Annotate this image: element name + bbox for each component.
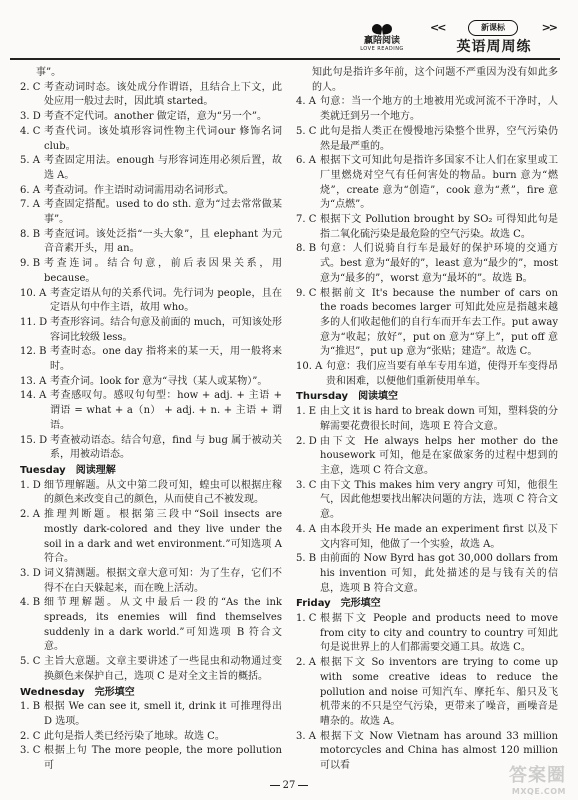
answer-item [20,316,282,345]
answer-text: 知此句是指许多年前，这个问题不严重因为没有如此多的人。 [312,67,558,93]
answer-text: 根据下文可知此句是指许多国家不让人们在家里或工厂里燃烧对空气有任何害处的物品。burn 意为“燃烧”，create 意为“创造”，cook 意为“煮”，fire 意为“点燃”。 [320,155,558,211]
answer-text: 考查冠词。该处泛指“一头大象”，且 elephant 为元音音素开头，用 an。 [44,228,282,255]
footer-dash [298,785,308,786]
answer-item [20,700,282,729]
answer-item [20,567,282,596]
answer-item [296,242,558,286]
section-day: Tuesday [20,464,66,476]
answer-text: 由下文 This makes him very angry 可知，他很生气，因此他想要找出解决问题的方法，选项 C 符合文意。 [320,479,558,521]
answer-text: 考查动词。作主语时动词需用动名词形式。 [44,184,234,196]
answer-text: 事”。 [36,67,62,78]
answer-text: 考查不定代词。another 做定语，意为“另一个”。 [44,111,267,123]
answer-item [20,596,282,655]
answer-number: 4. C [20,125,41,137]
answer-text: 考查感叹句。感叹句句型：how + adj. + 主语 + 谓语 = what + a（n） + adj. + n. + 主语 + 谓语。 [50,390,282,431]
section-type: 完形填空 [94,686,135,698]
answer-item [296,125,558,154]
answer-number: 9. C [296,287,317,299]
section-heading [296,597,558,612]
answer-text: 根据前文 It's because the number of cars on the roads becomes larger 可知此处应是指越来越多的人们收起他们的自行车而开车去工作。put away 意为“收起；放好”，put on 意为“穿上”，put off 意为“推迟”，put up 意为“张贴；建造”。故选 C。 [320,287,558,358]
answer-text: 词义猜测题。根据文章大意可知：为了生存，它们不得不在白天躲起来，而在晚上活动。 [44,567,282,594]
book-icon [372,22,392,36]
answer-item [20,184,282,199]
answer-item [296,154,558,213]
answer-item [20,257,282,286]
answer-text: 此句是指人类已经污染了地球。故选 C。 [44,730,225,742]
answer-number: 11. D [20,316,48,328]
answer-text: 细节理解题。从文中最后一段的“As the ink spreads, its enemies will find themselves suddenly in a dark world.”可知选项 B 符合文意。 [44,597,282,653]
answer-text: 考查定语从句的关系代词。先行词为 people，且在定语从句中作主语，故用 who。 [50,287,282,314]
answer-text: 考查介词。look for 意为“寻找（某人或某物）”。 [50,375,268,387]
answer-item [296,552,558,596]
page-number: 27 [282,780,296,791]
answer-item [296,523,558,552]
answer-number: 2. C [20,730,41,742]
answer-number: 3. C [296,479,317,491]
answer-item [20,81,282,110]
answer-number: 3. C [20,745,41,757]
answer-text: 句意：人们说骑自行车是最好的保护环境的交通方式。best 意为“最好的”，least 意为“最少的”，most 意为“最多的”，worst 意为“最坏的”。故选 B。 [320,243,558,284]
answer-text: 句意：我们应当要有单车专用车道，使得开车变得昂贵和困难，以便他们重新使用单车。 [326,361,558,387]
answer-number: 1. D [20,479,41,491]
answer-number: 1. E [296,406,317,418]
answer-text: 由前面的 Now Byrd has got 30,000 dollars from his invention 可知，此处描述的是与钱有关的信息，选项 B 符合文意。 [320,553,558,594]
answer-number: 12. B [20,346,47,358]
answer-item [296,405,558,434]
answer-item [20,110,282,125]
answer-number: 3. D [20,111,41,123]
answer-item [20,125,282,154]
answer-item [296,479,558,523]
answer-item [296,66,558,95]
answer-text: 主旨大意题。文章主要讲述了一些昆虫和动物通过变换颜色来保护自己，选项 C 是对全文主旨的概括。 [44,656,282,682]
answer-text: 考查时态。one day 指将来的某一天，用一般将来时。 [50,346,282,373]
answer-text: 由上文 it is hard to break down 可知，塑料袋的分解需要花费很长时间，选项 E 符合文意。 [320,406,558,432]
answer-number: 1. C [296,613,317,625]
series-title: 英语周周练 [456,39,532,55]
answer-number: 4. A [296,523,316,535]
answer-number: 2. A [20,509,40,521]
answer-number: 3. D [20,567,41,579]
answer-item [20,434,282,463]
answer-number: 9. B [20,258,41,270]
answer-text: 根据下文 So inventors are trying to come up with some creative ideas to reduce the pollution and noise 可知汽车、摩托车、船只及飞机带来的不只是空气污染，更带来了噪音，画噪音是嘈杂的。故选 A。 [320,657,558,727]
answer-number: 13. A [20,375,47,387]
answer-number: 1. B [20,701,41,713]
answer-number: 6. A [296,155,316,167]
answer-item [296,656,558,730]
header-divider [10,58,560,60]
answer-item [296,287,558,361]
answer-number: 15. D [20,434,48,446]
answer-number: 2. D [296,435,317,447]
section-type: 阅读理解 [75,464,116,476]
answer-text: 根据下文 People and products need to move from city to city and country to country 可知此句是说世界上的人们都需要交通工具。故选 C。 [320,613,558,654]
section-heading [296,390,558,405]
answer-number: 4. A [296,96,316,108]
answer-text: 细节理解题。从文中第二段可知，蝗虫可以根据庄稼的颜色来改变自己的颜色，从而使自己不被发现。 [44,479,282,506]
answer-number: 8. B [20,228,41,240]
answer-number: 5. B [296,553,317,565]
series-badge-row [430,20,556,36]
answer-text: 由本段开头 He made an experiment first 以及下文内容可知，他做了一个实验，故选 A。 [320,523,558,550]
section-type: 阅读填空 [358,391,399,403]
answer-number: 2. A [296,657,316,669]
answer-text: 由下文 He always helps her mother do the housework 可知，他是在家做家务的过程中想到的主意，选项 C 符合文意。 [320,435,558,476]
section-day: Friday [296,598,331,610]
answer-text: 考查形容词。结合句意及前面的 much，可知该处形容词比较级 less。 [50,316,282,343]
answer-text: 根据上句 The more people, the more pollution 可 [44,745,282,772]
answer-number: 2. C [20,81,41,93]
answer-item [296,612,558,656]
answer-number: 5. C [296,125,317,137]
page-footer [0,780,578,791]
answer-item [20,655,282,684]
answer-item [20,66,282,81]
answer-number: 14. A [20,390,47,402]
section-type: 完形填空 [340,598,381,610]
answer-text: 考查固定搭配。used to do sth. 意为“过去常常做某事”。 [44,199,282,226]
answer-item [296,213,558,242]
section-day: Thursday [296,391,349,403]
answer-item [20,228,282,257]
answer-number: 10. A [20,287,47,299]
section-heading [20,464,282,479]
answer-item [20,198,282,227]
double-chevron-right-icon: >> [541,21,556,34]
answer-text: 此句是指人类正在慢慢地污染整个世界，空气污染仍然是最严重的。 [320,125,558,152]
answer-text: 根据下文 Pollution brought by SO₂ 可得知此句是指二氧化硫污染是最危险的空气污染。故选 C。 [320,214,558,240]
answer-item [20,287,282,316]
answer-text: 考查固定用法。enough 与形容词连用必须后置，故选 A。 [44,155,282,181]
answer-text: 考查动词时态。该处成分作谓语，且结合上下文，此处应用一般过去时，因此填 started。 [44,81,282,108]
answer-item [20,154,282,183]
answer-text: 考查代词。该处填形容词性物主代词our 修饰名词 club。 [44,125,282,152]
answer-text: 根据 We can see it, smell it, drink it 可推理得出 D 选项。 [44,701,282,727]
answer-number: 7. C [296,214,317,226]
double-chevron-left-icon: << [430,21,445,34]
answer-item [296,435,558,479]
answer-item [20,730,282,745]
answer-item [20,479,282,508]
answer-text: 推理判断题。根据第三段中“Soil insects are mostly dark-colored and they live under the soil in a dark and wet environment.”可知选项 A 符合。 [44,509,282,565]
answer-item [296,95,558,124]
curriculum-badge: 新课标 [468,20,518,36]
footer-dash [270,785,280,786]
section-day: Wednesday [20,686,85,698]
answer-number: 5. C [20,656,41,668]
answer-item [20,389,282,433]
answer-item [20,744,282,773]
answer-number: 6. A [20,184,40,196]
answer-number: 8. B [296,243,317,255]
answer-column-right [296,66,558,774]
answer-number: 10. A [296,361,323,373]
site-watermark: 答案圈 MXQE.COM [509,765,566,796]
answer-column-left [20,66,282,774]
answer-number: 4. B [20,597,41,609]
answer-text: 考查连词。结合句意，前后表因果关系，用 because。 [44,258,282,284]
answer-number: 3. A [296,730,316,742]
answer-item [296,360,558,389]
answer-text: 根据下文 Now Vietnam has around 33 million motorcycles and China has almost 120 million 可以看 [320,730,558,772]
answer-text: 句意：当一个地方的土地被用光或河流不干净时，人类就迁到另一个地方。 [320,96,558,123]
answer-number: 7. A [20,199,40,211]
page-header [0,0,578,60]
answer-text: 考查被动语态。结合句意，find 与 bug 属于被动关系，用被动语态。 [50,434,282,461]
answer-number: 5. A [20,155,40,167]
answer-item [20,345,282,374]
section-heading [20,686,282,701]
answer-item [20,508,282,567]
answer-item [20,375,282,390]
publisher-logo: 赢陪阅读 LOVE READING [352,22,412,58]
